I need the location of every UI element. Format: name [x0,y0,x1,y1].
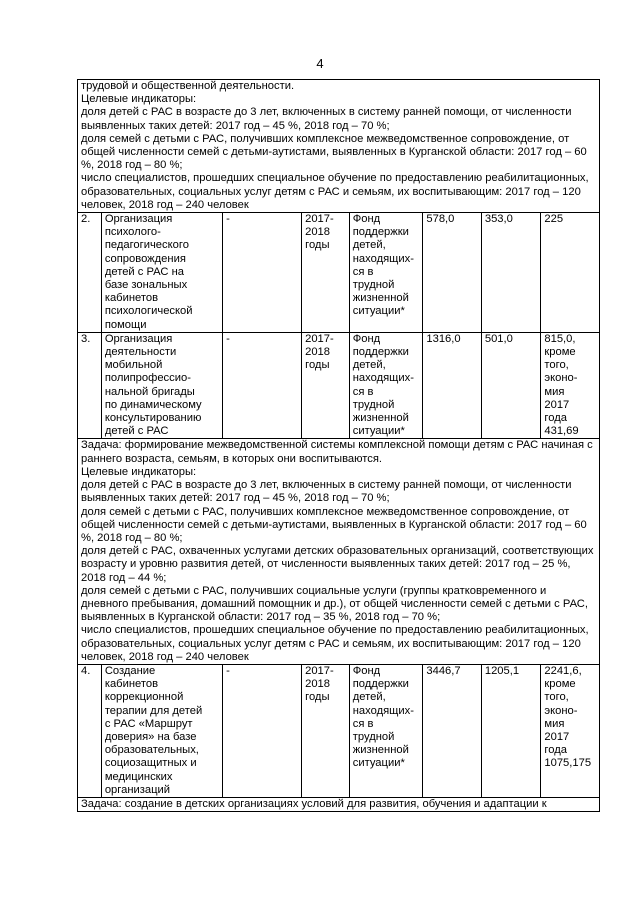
paragraph: Целевые индикаторы: [81,93,197,106]
value-2: 1205,1 [481,664,541,797]
paragraph: трудовой и общественной деятельности. [81,80,295,92]
dash-cell: - [223,664,302,797]
value-3: 2241,6, кроме того, эконо- мия 2017 года 1075,175 [541,664,600,797]
table-row [78,664,600,797]
paragraph: доля семей с детьми с РАС, получивших комплексное межведомственное сопровождение, от общей численности семей с детьми-аутистами, выявленных в Курганской области: 2017 год – 60 %, 2018 год – 80 %; [81,505,587,544]
value-1: 578,0 [423,213,481,333]
paragraph: Задача: создание в детских организациях условий для развития, обучения и адаптации к [81,797,547,810]
years-cell: 2017- 2018 годы [302,664,350,797]
measure-name: Организация деятельности мобильной полипрофессио- нальной бригады по динамическому консультированию детей с РАС [101,332,222,439]
program-table [77,79,600,812]
value-3: 815,0, кроме того, эконо- мия 2017 года 431,69 [541,332,600,439]
row-number: 4. [78,664,102,797]
measure-name: Организация психолого- педагогического сопровождения детей с РАС на базе зональных кабинетов психологической помощи [101,213,222,333]
paragraph: число специалистов, прошедших специальное обучение по предоставлению реабилитационных, образовательных, социальных услуг детям с РАС и семьям, их воспитывающим: 2017 год – 120 человек, 2018 год – 240 человек [81,172,589,211]
value-2: 501,0 [481,332,541,439]
page-number: 4 [316,56,324,71]
indicators-block-1 [78,80,600,213]
source-cell: Фонд поддержки детей, находящих- ся в трудной жизненной ситуации* [349,213,423,333]
row-number: 3. [78,332,102,439]
value-1: 3446,7 [423,664,481,797]
paragraph: число специалистов, прошедших специальное обучение по предоставлению реабилитационных, образовательных, социальных услуг детям с РАС и семьям, их воспитывающим: 2017 год – 120 человек, 2018 год – 240 человек [81,624,589,663]
task-block-3 [78,797,600,811]
dash-cell: - [223,213,302,333]
paragraph: доля детей с РАС в возрасте до 3 лет, включенных в систему ранней помощи, от численности выявленных таких детей: 2017 год – 45 %, 2018 год – 70 %; [81,106,572,132]
value-3: 225 [541,213,600,333]
paragraph: доля детей с РАС в возрасте до 3 лет, включенных в систему ранней помощи, от численности выявленных таких детей: 2017 год – 45 %, 2018 год – 70 %; [81,479,572,505]
paragraph: доля семей с детьми с РАС, получивших комплексное межведомственное сопровождение, от общей численности семей с детьми-аутистами, выявленных в Курганской области: 2017 год – 60 %, 2018 год – 80 %; [81,132,587,172]
source-cell: Фонд поддержки детей, находящих- ся в трудной жизненной ситуации* [349,332,423,439]
value-1: 1316,0 [423,332,481,439]
paragraph: доля семей с детьми с РАС, получивших социальные услуги (группы кратковременного и дневного пребывания, домашний помощник и др.), от общей численности семей с детьми с РАС, выявленных в Курганской области: 2017 год – 35 %, 2018 год – 70 %; [81,584,588,624]
row-number: 2. [78,213,102,333]
years-cell: 2017- 2018 годы [302,332,350,439]
table-row [78,332,600,439]
indicators-block-2 [78,439,600,664]
paragraph: доля детей с РАС, охваченных услугами детских образовательных организаций, соответствующих возрасту и уровню развития детей, от численности выявленных таких детей: 2017 год – 25 %, 2018 год – 44 %; [81,545,594,584]
dash-cell: - [223,332,302,439]
source-cell: Фонд поддержки детей, находящих- ся в трудной жизненной ситуации* [349,664,423,797]
paragraph: Задача: формирование межведомственной системы комплексной помощи детям с РАС начиная с раннего возраста, семьям, в которых они воспитываются. [81,439,593,465]
paragraph: Целевые индикаторы: [81,465,197,478]
measure-name: Создание кабинетов коррекционной терапии для детей с РАС «Маршрут доверия» на базе образовательных, социозащитных и медицинских организаций [101,664,222,797]
years-cell: 2017- 2018 годы [302,213,350,333]
table-row [78,213,600,333]
value-2: 353,0 [481,213,541,333]
